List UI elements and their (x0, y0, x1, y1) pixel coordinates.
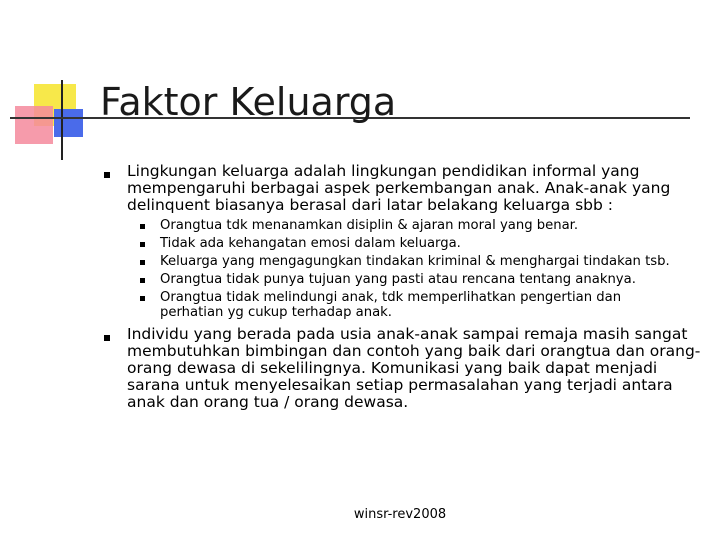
decor-blue-square (54, 109, 83, 137)
sub-bullet-marker-5 (140, 296, 145, 301)
sub-bullet-2: Tidak ada kehangatan emosi dalam keluarga. (160, 236, 461, 251)
sub-bullet-marker-1 (140, 224, 145, 229)
sub-bullet-3: Keluarga yang mengagungkan tindakan kriminal & menghargai tindakan tsb. (160, 254, 670, 269)
bullet-marker-1 (104, 172, 110, 178)
bullet-text-1: Lingkungan keluarga adalah lingkungan pendidikan informal yang mempengaruhi berbagai aspek perkembangan anak. Anak-anak yang delinquent biasanya berasal dari latar belakang keluarga sbb : (127, 162, 671, 214)
slide-title: Faktor Keluarga (100, 80, 397, 124)
sub-bullet-1: Orangtua tdk menanamkan disiplin & ajaran moral yang benar. (160, 218, 579, 233)
decor-vertical-line (61, 80, 63, 160)
sub-bullet-marker-4 (140, 278, 145, 283)
bullet-text-2: Individu yang berada pada usia anak-anak sampai remaja masih sangat membutuhkan bimbingan dan contoh yang baik dari orangtua dan orang-orang dewasa di sekelilingnya. Komunikasi yang baik dapat menjadi sarana untuk menyelesaikan setiap permasalahan yang terjadi antara anak dan orang tua / orang dewasa. (127, 325, 701, 411)
sub-bullet-marker-3 (140, 260, 145, 265)
bullet-marker-2 (104, 335, 110, 341)
sub-bullet-4: Orangtua tidak punya tujuan yang pasti atau rencana tentang anaknya. (160, 272, 636, 287)
slide-footer: winsr-rev2008 (353, 507, 447, 522)
sub-bullet-marker-2 (140, 242, 145, 247)
decor-pink-square (15, 106, 53, 144)
sub-bullet-5: Orangtua tidak melindungi anak, tdk memperlihatkan pengertian dan perhatian yg cukup terhadap anak. (160, 290, 622, 320)
